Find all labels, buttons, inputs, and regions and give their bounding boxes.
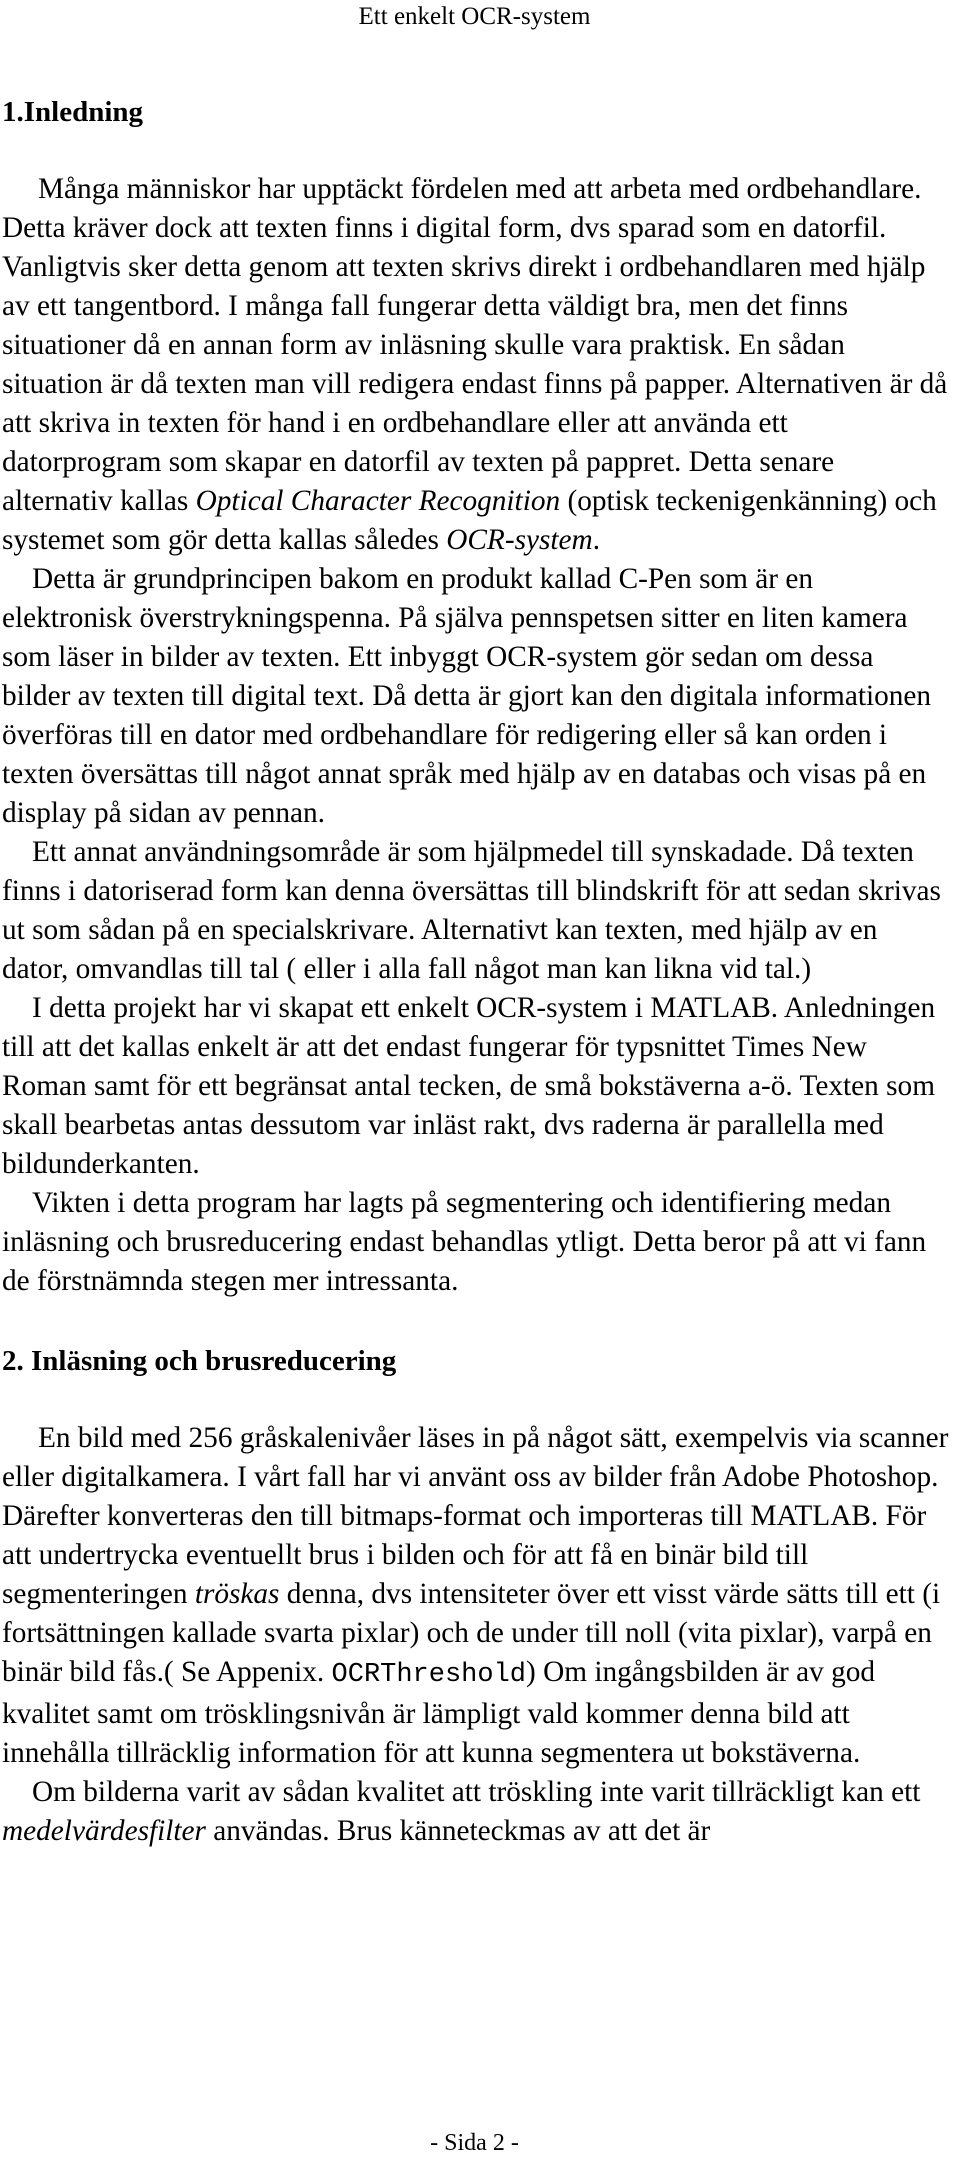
emphasis-term: OCR-system [446,524,593,556]
section-body-inlasning [0,1419,949,1851]
section-heading-inlasning: 2. Inläsning och brusreducering [2,1345,397,1377]
text-run: . [592,524,601,556]
paragraph [0,1773,949,1851]
text-run: En bild med 256 gråskalenivåer läses in på något sätt, exempelvis via scanner eller digitalkamera. I vårt fall har vi använt oss av bilder från Adobe Photoshop. Därefter konverteras den till bitmaps-format och importeras till MATLAB. För att undertrycka eventuellt brus i bilden och för att få en binär bild till segmenteringen [2,1422,949,1610]
text-run: användas. Brus känneteckmas av att det är [205,1815,711,1847]
paragraph: Detta är grundprincipen bakom en produkt kallad C-Pen som är en elektronisk överstrykningspenna. På själva pennspetsen sitter en liten kamera som läser in bilder av texten. Ett inbyggt OCR-system gör sedan om dessa bilder av texten till digital text. Då detta är gjort kan den digitala informationen överföras till en dator med ordbehandlare för redigering eller så kan orden i texten översättas till något annat språk med hjälp av en databas och visas på en display på sidan av pennan. [2,563,932,829]
text-run: (optisk teckenigenkänning) och systemet som gör detta kallas således [2,485,937,556]
text-run: Om bilderna varit av sådan kvalitet att tröskling inte varit tillräckligt kan ett [32,1776,921,1808]
text-run: ) Om ingångsbilden är av god kvalitet samt om trösklingsnivån är lämpligt vald kommer denna bild att innehålla tillräcklig information för att kunna segmentera ut bokstäverna. [2,1656,876,1769]
running-header: Ett enkelt OCR-system [358,3,591,30]
paragraph: I detta projekt har vi skapat ett enkelt OCR-system i MATLAB. Anledningen till att det kallas enkelt är att det endast fungerar för typsnittet Times New Roman samt för ett begränsat antal tecken, de små bokstäverna a-ö. Texten som skall bearbetas antas dessutom var inläst rakt, dvs raderna är parallella med bildunderkanten. [2,992,936,1180]
paragraph [0,1419,949,1773]
page-number-footer: - Sida 2 - [430,2130,519,2156]
emphasis-term: medelvärdesfilter [2,1815,206,1847]
emphasis-term: Optical Character Recognition [195,485,561,517]
paragraph: Vikten i detta program har lagts på segmentering och identifiering medan inläsning och brusreducering endast behandlas ytligt. Detta beror på att vi fann de förstnämnda stegen mer intressanta. [2,1187,927,1297]
paragraph: Ett annat användningsområde är som hjälpmedel till synskadade. Då texten finns i datoriserad form kan denna översättas till blindskrift för att sedan skrivas ut som sådan på en specialskrivare. Alternativt kan texten, med hjälp av en dator, omvandlas till tal ( eller i alla fall något man kan likna vid tal.) [2,836,941,985]
paragraph [0,170,949,560]
code-identifier: OCRThreshold [331,1660,526,1690]
section-heading-inledning: 1.Inledning [2,96,144,128]
section-body-inledning [0,170,949,1301]
text-run: denna, dvs intensiteter över ett visst värde sätts till ett (i fortsättningen kallade svarta pixlar) och de under till noll (vita pixlar), varpå en binär bild fås.( Se Appenix. [2,1578,941,1688]
emphasis-term: tröskas [194,1578,280,1610]
text-run: Många människor har upptäckt fördelen med att arbeta med ordbehandlare. Detta kräver dock att texten finns i digital form, dvs sparad som en datorfil. Vanligtvis sker detta genom att texten skrivs direkt i ordbehandlaren med hjälp av ett tangentbord. I många fall fungerar detta väldigt bra, men det finns situationer då en annan form av inläsning skulle vara praktisk. En sådan situation är då texten man vill redigera endast finns på papper. Alternativen är då att skriva in texten för hand i en ordbehandlare eller att använda ett datorprogram som skapar en datorfil av texten på pappret. Detta senare alternativ kallas [2,173,948,517]
